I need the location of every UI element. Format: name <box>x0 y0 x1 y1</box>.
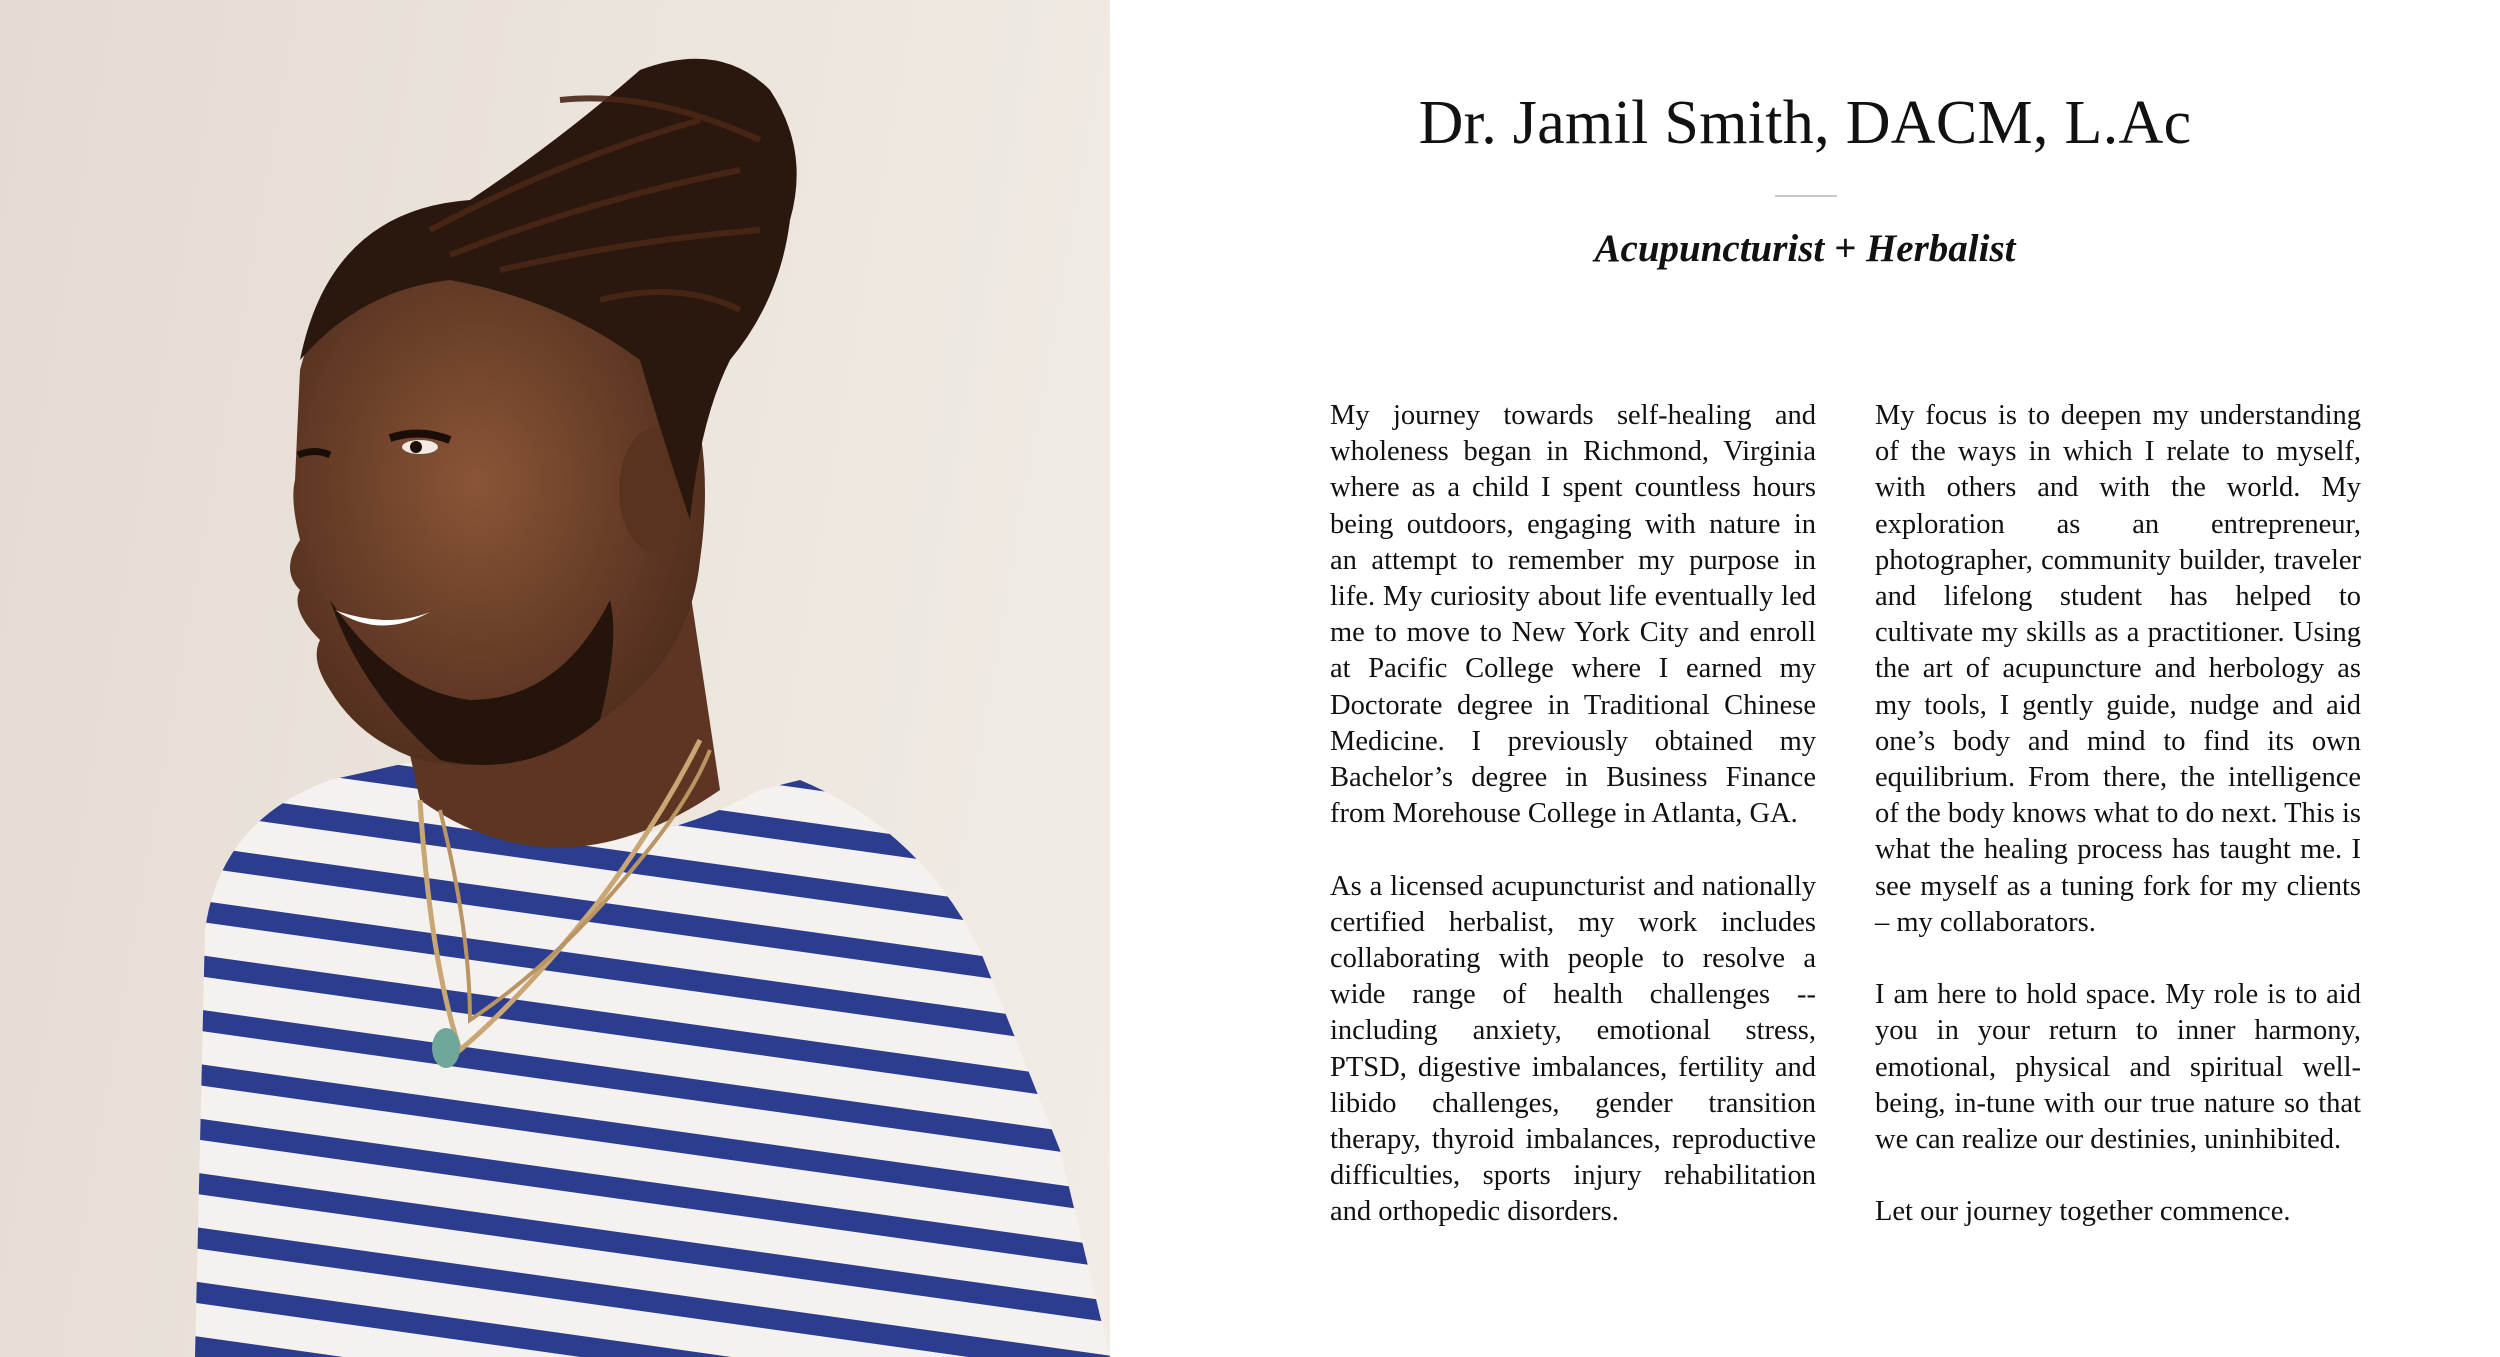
bio-paragraph: My journey towards self-healing and wholeness began in Richmond, Virginia where as a child I spent countless hours being outdoors, engaging with nature in an attempt to remember my purpose in life. My curiosity about life eventually led me to move to New York City and enroll at Pacific College where I earned my Doctorate degree in Traditional Chinese Medicine. I previously obtained my Bachelor’s degree in Business Finance from Morehouse College in Atlanta, GA. <box>1330 400 1816 830</box>
bio-paragraph: My focus is to deepen my understanding of the ways in which I relate to myself, with others and with the world. My exploration as an entrepreneur, photographer, community builder, traveler and lifelong student has helped to cultivate my skills as a practitioner. Using the art of acupuncture and herbology as my tools, I gently guide, nudge and aid one’s body and mind to find its own equilibrium. From there, the intelligence of the body knows what to do next. This is what the healing process has taught me. I see myself as a tuning fork for my clients – my collaborators. <box>1875 400 2361 938</box>
bio-column-right <box>1875 398 2361 1231</box>
page-title: Dr. Jamil Smith, DACM, L.Ac <box>1418 89 2192 157</box>
bio-paragraph: I am here to hold space. My role is to aid you in your return to inner harmony, emotional, physical and spiritual well-being, in-tune with our true nature so that we can realize our destinies, uninhibited. <box>1875 979 2361 1156</box>
portrait-photo <box>0 0 1110 1357</box>
bio-paragraph: As a licensed acupuncturist and nationally certified herbalist, my work includes collaborating with people to resolve a wide range of health challenges -- including anxiety, emotional stress, PTSD, digestive imbalances, fertility and libido challenges, gender transition therapy, thyroid imbalances, reproductive difficulties, sports injury rehabilitation and orthopedic disorders. <box>1330 870 1816 1228</box>
bio-column-left <box>1330 398 1816 1231</box>
title-divider <box>1775 195 1837 197</box>
bio-paragraph: Let our journey together commence. <box>1875 1196 2291 1228</box>
page-subtitle: Acupuncturist + Herbalist <box>1594 227 2016 270</box>
bio-panel <box>1110 0 2500 1357</box>
